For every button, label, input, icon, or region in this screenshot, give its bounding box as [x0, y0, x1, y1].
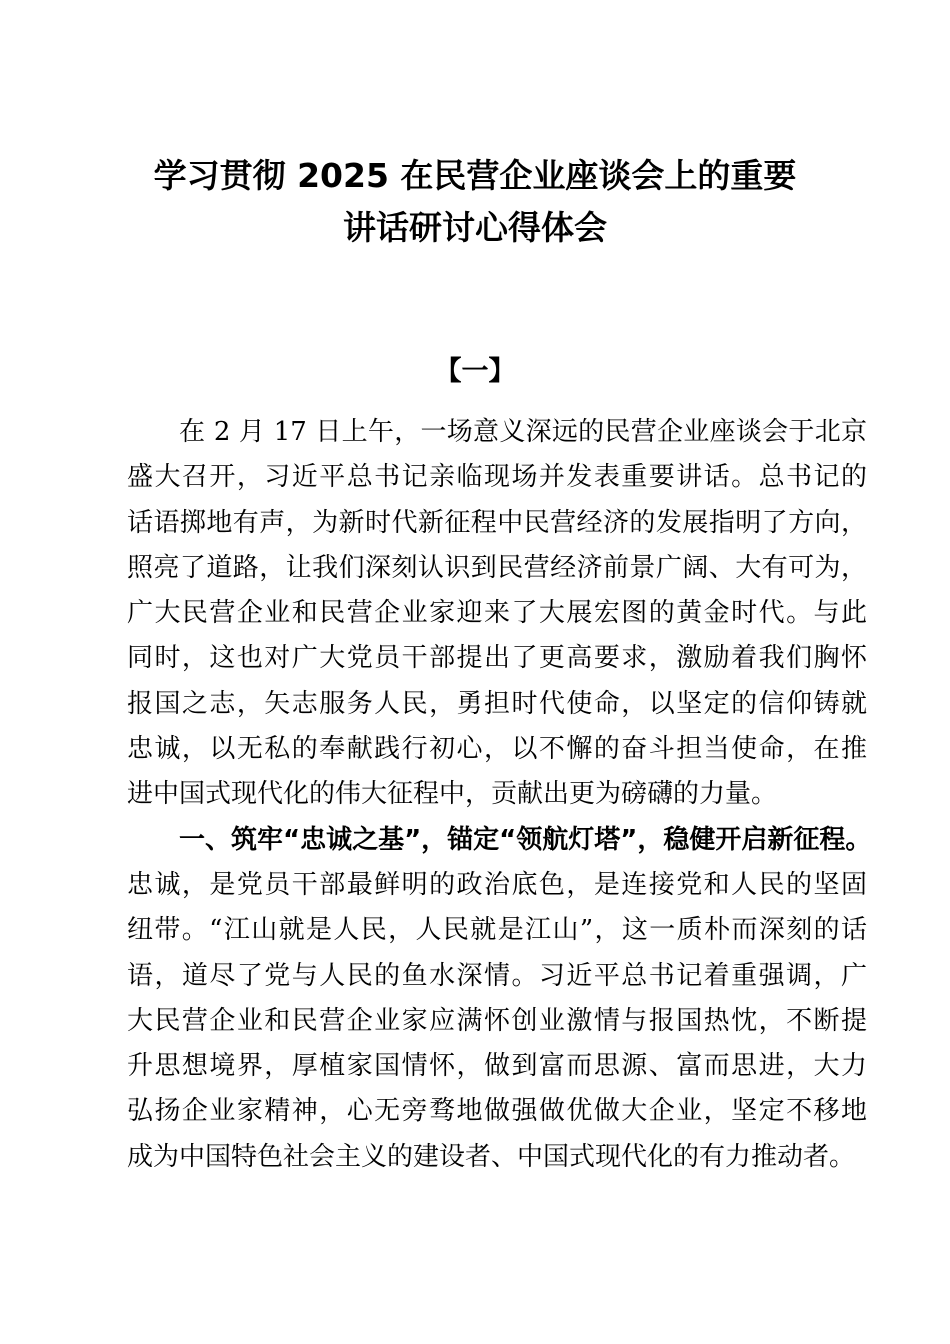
section-marker: 【一】 [434, 356, 516, 387]
body-text [127, 410, 872, 1180]
title-line-1: 学习贯彻 2025 在民营企业座谈会上的重要 [153, 156, 797, 195]
point-one-line: 弘扬企业家精神，心无旁骛地做强做优做大企业，坚定不移地 [127, 1096, 867, 1127]
point-one-line: 成为中国特色社会主义的建设者、中国式现代化的有力推动者。 [127, 1141, 856, 1172]
intro-paragraph-line: 忠诚，以无私的奉献践行初心，以不懈的奋斗担当使命，在推 [127, 734, 867, 765]
intro-paragraph-line: 报国之志，矢志服务人民，勇担时代使命，以坚定的信仰铸就 [127, 688, 867, 719]
point-one-line: 纽带。“江山就是人民，人民就是江山”，这一质朴而深刻的话 [127, 915, 867, 946]
intro-paragraph-line: 盛大召开，习近平总书记亲临现场并发表重要讲话。总书记的 [127, 462, 867, 493]
point-one-line: 忠诚，是党员干部最鲜明的政治底色，是连接党和人民的坚固 [127, 869, 867, 900]
intro-paragraph-line: 话语掷地有声，为新时代新征程中民营经济的发展指明了方向， [127, 507, 867, 538]
point-one-heading: 一、筑牢“忠诚之基”，锚定“领航灯塔”，稳健开启新征程。 [179, 824, 872, 855]
intro-paragraph-line: 广大民营企业和民营企业家迎来了大展宏图的黄金时代。与此 [127, 598, 867, 629]
intro-paragraph-line: 照亮了道路，让我们深刻认识到民营经济前景广阔、大有可为， [127, 552, 867, 583]
point-one-line: 升思想境界，厚植家国情怀，做到富而思源、富而思进，大力 [127, 1051, 867, 1082]
title-line-2: 讲话研讨心得体会 [343, 208, 607, 247]
intro-paragraph-line: 在 2 月 17 日上午，一场意义深远的民营企业座谈会于北京 [179, 417, 867, 447]
intro-paragraph-line: 同时，这也对广大党员干部提出了更高要求，激励着我们胸怀 [127, 643, 867, 674]
intro-paragraph-line: 进中国式现代化的伟大征程中，贡献出更为磅礴的力量。 [127, 779, 778, 810]
point-one-line: 语，道尽了党与人民的鱼水深情。习近平总书记着重强调，广 [127, 960, 867, 991]
document-title [100, 150, 850, 254]
point-one-line: 大民营企业和民营企业家应满怀创业激情与报国热忱，不断提 [127, 1005, 867, 1036]
